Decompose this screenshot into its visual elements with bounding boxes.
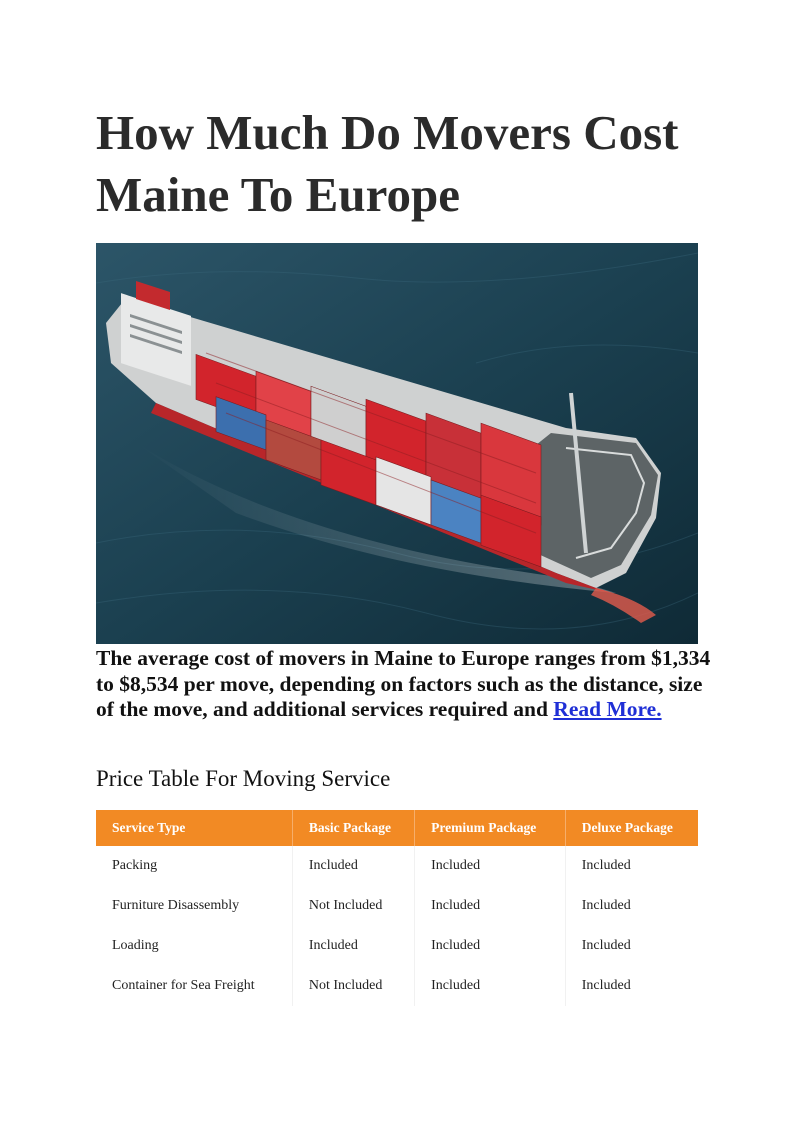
- intro-text: The average cost of movers in Maine to Europe ranges from $1,334 to $8,534 per move, depending on factors such as the distance, size of the move, and additional services required and: [96, 646, 711, 721]
- price-table: [96, 810, 698, 1006]
- page-title: How Much Do Movers Cost Maine To Europe: [96, 105, 679, 222]
- table-cell: Included: [292, 926, 414, 966]
- table-cell: Included: [565, 846, 698, 886]
- table-cell: Included: [415, 846, 566, 886]
- table-row: [96, 886, 698, 926]
- table-row: [96, 926, 698, 966]
- table-row: [96, 846, 698, 886]
- column-header: Basic Package: [292, 810, 414, 846]
- read-more-link[interactable]: Read More.: [553, 697, 662, 721]
- table-cell: Included: [565, 886, 698, 926]
- table-cell: Included: [565, 966, 698, 1006]
- table-header-row: [96, 810, 698, 846]
- table-cell: Included: [415, 926, 566, 966]
- table-cell: Included: [415, 966, 566, 1006]
- column-header: Deluxe Package: [565, 810, 698, 846]
- table-cell: Included: [292, 846, 414, 886]
- price-table-heading: Price Table For Moving Service: [96, 766, 391, 791]
- table-row: [96, 966, 698, 1006]
- table-cell: Included: [415, 886, 566, 926]
- table-cell: Loading: [112, 938, 159, 953]
- column-header: Service Type: [96, 810, 292, 846]
- column-header: Premium Package: [415, 810, 566, 846]
- table-cell: Container for Sea Freight: [112, 978, 255, 993]
- table-cell: Furniture Disassembly: [112, 898, 240, 913]
- table-cell: Included: [565, 926, 698, 966]
- container-ship-image: [96, 243, 698, 644]
- table-cell: Packing: [112, 858, 158, 873]
- intro-paragraph: [96, 646, 716, 723]
- table-cell: Not Included: [292, 886, 414, 926]
- table-cell: Not Included: [292, 966, 414, 1006]
